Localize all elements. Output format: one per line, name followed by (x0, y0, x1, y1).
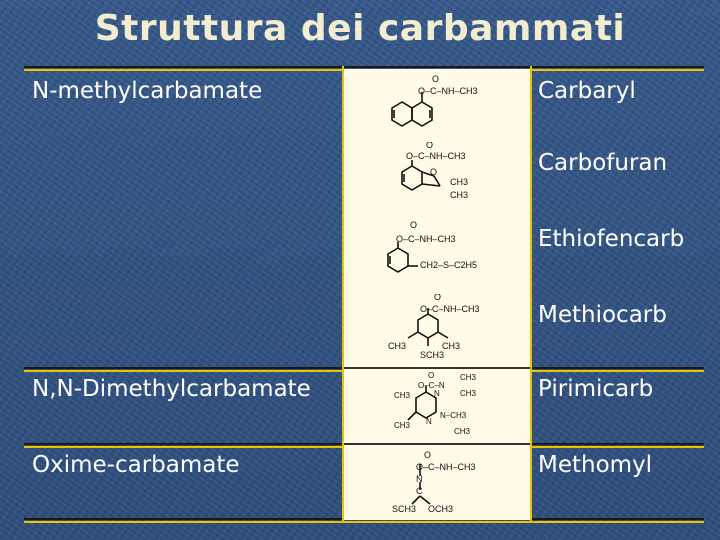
svg-text:CH3: CH3 (460, 389, 477, 398)
svg-text:OCH3: OCH3 (428, 504, 454, 514)
panel-row-divider-2 (344, 443, 530, 445)
svg-text:O–C–NH–CH3: O–C–NH–CH3 (406, 151, 466, 161)
svg-text:SCH3: SCH3 (420, 350, 445, 360)
svg-text:O–C–N: O–C–N (418, 381, 445, 390)
svg-text:C: C (416, 486, 423, 496)
svg-text:CH3: CH3 (460, 373, 477, 382)
compound-ethiofencarb: Ethiofencarb (538, 226, 685, 252)
svg-text:O–C–NH–CH3: O–C–NH–CH3 (418, 86, 478, 96)
compound-carbaryl: Carbaryl (538, 78, 636, 104)
compound-methiocarb: Methiocarb (538, 302, 667, 328)
svg-text:CH2–S–C2H5: CH2–S–C2H5 (420, 260, 478, 270)
svg-text:O: O (432, 74, 440, 84)
svg-text:O: O (434, 294, 442, 302)
svg-text:SCH3: SCH3 (392, 504, 417, 514)
methiocarb-structure (386, 294, 496, 366)
carbofuran-structure (392, 142, 502, 210)
panel-left-border (342, 66, 344, 521)
table-top-border (24, 66, 704, 68)
svg-text:CH3: CH3 (454, 427, 471, 436)
compound-methomyl: Methomyl (538, 452, 653, 478)
slide-title: Struttura dei carbammati (94, 8, 626, 49)
panel-right-border (530, 66, 532, 521)
svg-text:CH3: CH3 (450, 190, 469, 200)
compound-pirimicarb: Pirimicarb (538, 376, 654, 402)
svg-text:CH3: CH3 (394, 421, 411, 430)
category-oxime-carbamate: Oxime-carbamate (32, 452, 240, 478)
svg-text:O: O (430, 167, 438, 177)
methomyl-structure (390, 450, 500, 516)
svg-text:CH3: CH3 (394, 391, 411, 400)
svg-text:O–C–NH–CH3: O–C–NH–CH3 (420, 304, 480, 314)
svg-text:N–CH3: N–CH3 (440, 411, 467, 420)
svg-text:O: O (424, 450, 432, 460)
compound-carbofuran: Carbofuran (538, 150, 668, 176)
ethiofencarb-structure (378, 218, 498, 286)
svg-text:CH3: CH3 (442, 341, 461, 351)
category-n-n-dimethylcarbamate: N,N-Dimethylcarbamate (32, 376, 311, 402)
svg-text:O–C–NH–CH3: O–C–NH–CH3 (396, 234, 456, 244)
svg-text:N: N (434, 389, 440, 398)
svg-text:O: O (426, 142, 434, 150)
category-n-methylcarbamate: N-methylcarbamate (32, 78, 263, 104)
panel-row-divider-1 (344, 367, 530, 369)
pirimicarb-structure (392, 372, 502, 440)
svg-text:O: O (410, 220, 418, 230)
svg-text:N: N (426, 417, 432, 426)
carbaryl-structure (378, 70, 498, 138)
svg-text:CH3: CH3 (450, 177, 469, 187)
svg-text:O–C–NH–CH3: O–C–NH–CH3 (416, 462, 476, 472)
svg-text:N: N (416, 474, 423, 484)
svg-text:CH3: CH3 (388, 341, 407, 351)
accent-line-bottom (24, 521, 704, 523)
svg-text:O: O (428, 372, 435, 380)
